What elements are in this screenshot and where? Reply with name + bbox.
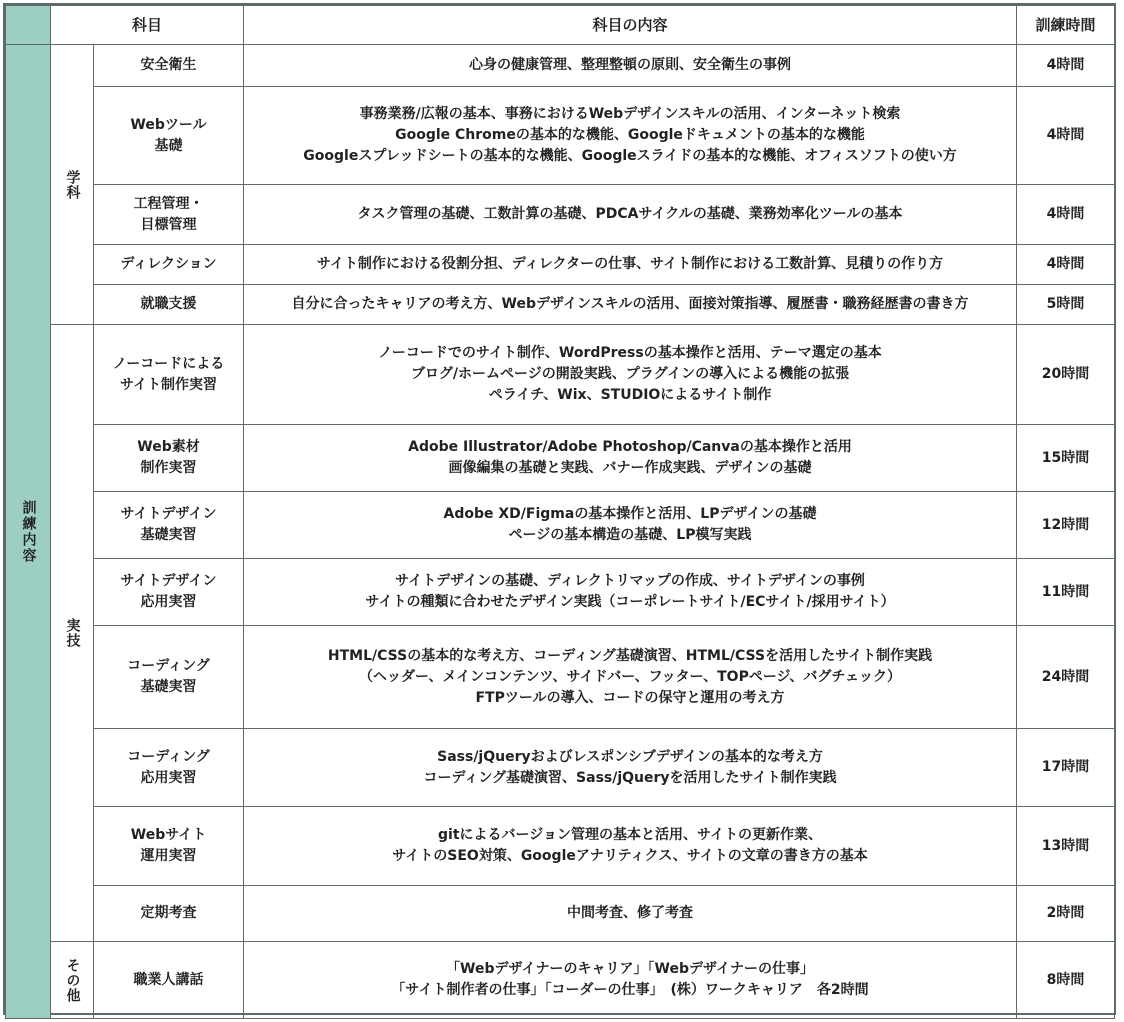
hours-cell: 5時間 (1017, 285, 1115, 325)
content-cell (244, 285, 1017, 325)
content-line: Adobe XD/Figmaの基本操作と活用、LPデザインの基礎 (443, 506, 817, 522)
hours-cell: 24時間 (1017, 626, 1115, 729)
subject-cell (94, 185, 244, 245)
hours-cell: 2時間 (1017, 886, 1115, 942)
table-row (6, 492, 1115, 559)
table-row (6, 729, 1115, 807)
subject-line: 工程管理・ (133, 195, 204, 212)
content-line: gitによるバージョン管理の基本と活用、サイトの更新作業、 (438, 827, 822, 843)
content-line: タスク管理の基礎、工数計算の基礎、PDCAサイクルの基礎、業務効率化ツールの基本 (357, 206, 903, 222)
content-cell (244, 425, 1017, 492)
content-line: Googleスプレッドシートの基本的な機能、Googleスライドの基本的な機能、オフィスソフトの使い方 (303, 148, 957, 164)
subject-cell (94, 87, 244, 185)
content-cell (244, 942, 1017, 1019)
subject-line: Webサイト (130, 827, 207, 843)
subject-line: 目標管理 (140, 216, 197, 233)
curriculum-table (5, 5, 1115, 1019)
table-row (6, 325, 1115, 425)
subject-cell (94, 492, 244, 559)
header-content: 科目の内容 (244, 6, 1017, 45)
subject-line: 基礎実習 (140, 527, 197, 543)
subject-line: 定期考査 (140, 905, 197, 921)
table-row (6, 245, 1115, 285)
subject-line: 職業人講話 (133, 971, 204, 988)
subject-line: 基礎 (154, 137, 183, 154)
content-line: ペライチ、Wix、STUDIOによるサイト制作 (488, 387, 772, 403)
subject-cell (94, 285, 244, 325)
subject-line: ノーコードによる (112, 355, 225, 372)
hours-cell: 4時間 (1017, 87, 1115, 185)
content-line: 自分に合ったキャリアの考え方、Webデザインスキルの活用、面接対策指導、履歴書・職務経歴書の書き方 (291, 296, 969, 312)
subject-line: 安全衛生 (140, 57, 197, 73)
subject-cell (94, 942, 244, 1019)
hours-cell: 17時間 (1017, 729, 1115, 807)
subject-line: コーディング (127, 748, 210, 765)
hours-cell: 4時間 (1017, 45, 1115, 87)
content-line: サイトのSEO対策、Googleアナリティクス、サイトの文章の書き方の基本 (392, 848, 868, 864)
subject-line: 制作実習 (140, 460, 197, 476)
content-line: Google Chromeの基本的な機能、Googleドキュメントの基本的な機能 (395, 127, 865, 143)
category-label: 学科 (51, 45, 94, 325)
subject-cell (94, 45, 244, 87)
table-row (6, 886, 1115, 942)
content-cell (244, 492, 1017, 559)
subject-line: 応用実習 (140, 769, 197, 786)
hours-cell: 20時間 (1017, 325, 1115, 425)
table-row (6, 285, 1115, 325)
subject-line: サイトデザイン (120, 506, 217, 522)
table-row (6, 87, 1115, 185)
subject-line: Webツール (130, 116, 207, 133)
content-line: FTPツールの導入、コードの保守と運用の考え方 (475, 689, 785, 706)
header-subject: 科目 (51, 6, 244, 45)
content-cell (244, 325, 1017, 425)
table-row (6, 185, 1115, 245)
hours-cell: 15時間 (1017, 425, 1115, 492)
table-row (6, 626, 1115, 729)
content-cell (244, 807, 1017, 886)
content-cell (244, 886, 1017, 942)
content-line: 中間考査、修了考査 (567, 905, 694, 921)
curriculum-frame (3, 3, 1116, 1015)
category-label: 実技 (51, 325, 94, 942)
content-line: サイトデザインの基礎、ディレクトリマップの作成、サイトデザインの事例 (395, 573, 865, 589)
content-cell (244, 185, 1017, 245)
content-cell (244, 559, 1017, 626)
subject-line: サイト制作実習 (119, 376, 218, 393)
header-row (6, 6, 1115, 45)
content-line: 事務業務/広報の基本、事務におけるWebデザインスキルの活用、インターネット検索 (359, 106, 901, 122)
subject-cell (94, 886, 244, 942)
table-row (6, 942, 1115, 1019)
content-line: Sass/jQueryおよびレスポンシブデザインの基本的な考え方 (437, 748, 823, 765)
content-cell (244, 626, 1017, 729)
table-row (6, 45, 1115, 87)
subject-line: 応用実習 (140, 594, 197, 610)
subject-cell (94, 245, 244, 285)
content-cell (244, 245, 1017, 285)
hours-cell: 13時間 (1017, 807, 1115, 886)
subject-cell (94, 729, 244, 807)
content-line: HTML/CSSの基本的な考え方、コーディング基礎演習、HTML/CSSを活用したサイト制作実践 (327, 647, 933, 664)
subject-cell (94, 626, 244, 729)
content-line: ノーコードでのサイト制作、WordPressの基本操作と活用、テーマ選定の基本 (378, 345, 882, 361)
content-line: ブログ/ホームページの開設実践、プラグインの導入による機能の拡張 (410, 366, 850, 382)
content-line: サイト制作における役割分担、ディレクターの仕事、サイト制作における工数計算、見積りの作り方 (316, 256, 944, 272)
subject-cell (94, 325, 244, 425)
training-column-top (6, 6, 51, 45)
table-row (6, 807, 1115, 886)
subject-line: 基礎実習 (140, 679, 197, 695)
header-hours: 訓練時間 (1017, 6, 1115, 45)
content-line: 心身の健康管理、整理整頓の原則、安全衛生の事例 (469, 57, 792, 73)
subject-line: 運用実習 (140, 848, 197, 864)
training-content-label: 訓練内容 (6, 45, 51, 1019)
hours-cell: 8時間 (1017, 942, 1115, 1019)
content-line: 「サイト制作者の仕事」「コーダーの仕事」 (株）ワークキャリア 各2時間 (391, 982, 869, 998)
content-line: 「Webデザイナーのキャリア」「Webデザイナーの仕事」 (446, 961, 814, 977)
hours-cell: 11時間 (1017, 559, 1115, 626)
content-line: サイトの種類に合わせたデザイン実践（コーポレートサイト/ECサイト/採用サイト） (365, 594, 895, 610)
hours-cell: 4時間 (1017, 185, 1115, 245)
content-line: 画像編集の基礎と実践、バナー作成実践、デザインの基礎 (448, 460, 812, 476)
subject-line: 就職支援 (140, 296, 197, 312)
category-label: その他 (51, 942, 94, 1019)
hours-cell: 12時間 (1017, 492, 1115, 559)
subject-cell (94, 425, 244, 492)
subject-line: ディレクション (120, 256, 217, 272)
content-line: コーディング基礎演習、Sass/jQueryを活用したサイト制作実践 (423, 769, 837, 786)
table-row (6, 559, 1115, 626)
subject-cell (94, 559, 244, 626)
content-cell (244, 87, 1017, 185)
subject-line: Web素材 (137, 439, 200, 455)
subject-line: コーディング (127, 658, 210, 674)
content-line: Adobe Illustrator/Adobe Photoshop/Canvaの基本操作と活用 (408, 439, 852, 455)
subject-cell (94, 807, 244, 886)
table-row (6, 425, 1115, 492)
content-line: （ヘッダー、メインコンテンツ、サイドバー、フッター、TOPページ、バグチェック） (359, 668, 902, 685)
subject-line: サイトデザイン (120, 573, 217, 589)
content-cell (244, 729, 1017, 807)
content-line: ページの基本構造の基礎、LP模写実践 (508, 527, 752, 543)
content-cell (244, 45, 1017, 87)
hours-cell: 4時間 (1017, 245, 1115, 285)
